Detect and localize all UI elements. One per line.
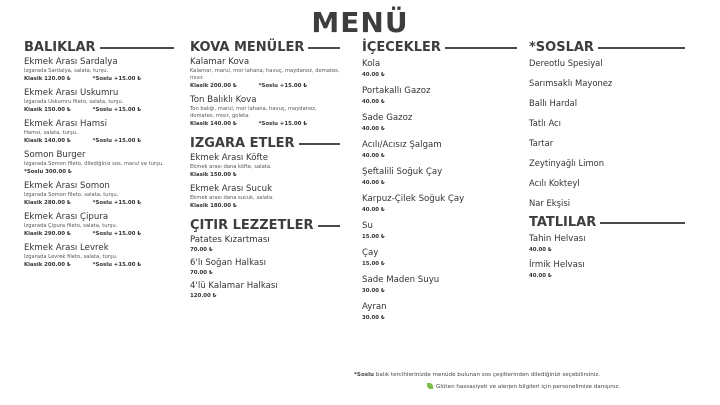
menu-item <box>362 112 517 134</box>
price-classic: Klasik 280.00 ₺ <box>24 200 71 206</box>
price-classic: Klasik 180.00 ₺ <box>190 203 237 209</box>
item-price <box>24 75 174 83</box>
item-name: Sade Gazoz <box>362 113 413 123</box>
menu-item <box>362 85 517 107</box>
item-name: Ekmek Arası Köfte <box>190 153 269 163</box>
sauce-item: Nar Ekşisi <box>529 198 571 208</box>
price-sauce: *Soslu +15.00 ₺ <box>92 231 141 237</box>
item-desc: Izgarada Uskumru fileto, salata, turşu. <box>24 99 124 105</box>
item-name: Kalamar Kova <box>190 57 250 67</box>
item-name: Karpuz-Çilek Soğuk Çay <box>362 194 465 204</box>
item-name: Somon Burger <box>24 150 86 160</box>
item-price: 30.00 ₺ <box>362 315 385 321</box>
item-price: 120.00 ₺ <box>190 293 217 299</box>
menu-item <box>24 119 174 145</box>
item-price <box>24 261 174 269</box>
price-sauce: *Soslu +15.00 ₺ <box>258 83 307 89</box>
price-classic: Klasik 150.00 ₺ <box>190 172 237 178</box>
section-heading: IZGARA ETLER <box>190 136 340 152</box>
menu-item <box>190 281 340 300</box>
price-classic: Klasik 200.00 ₺ <box>24 262 71 268</box>
sauce-item: Tatlı Acı <box>529 118 561 128</box>
sauce-item: Zeytinyağlı Limon <box>529 158 605 168</box>
item-desc: Ekmek arası dana köfte, salata. <box>190 164 272 170</box>
item-name: Ton Balıklı Kova <box>190 95 257 105</box>
sauce-item: Acılı Kokteyl <box>529 178 580 188</box>
item-name: Tahin Helvası <box>529 234 586 244</box>
menu-item <box>362 247 517 269</box>
menu-item <box>362 193 517 215</box>
item-desc: Izgarada Somon fileto, salata, turşu. <box>24 192 119 198</box>
menu-item <box>362 220 517 242</box>
item-desc: Izgarada Levrek fileto, salata, turşu. <box>24 254 118 260</box>
sauce-item: Tartar <box>529 138 554 148</box>
item-name: Ekmek Arası Somon <box>24 181 110 191</box>
item-name: Ekmek Arası Levrek <box>24 243 109 253</box>
menu-item <box>24 57 174 83</box>
item-price: 40.00 ₺ <box>362 207 385 213</box>
section-kova <box>190 40 340 300</box>
item-name: İrmik Helvası <box>529 260 585 270</box>
item-desc: Ton balığı, marul, mor lahana, havuç, maydanoz, domates, mısır, goleta. <box>190 106 317 119</box>
menu-item <box>190 95 340 128</box>
sauce-item: Dereotlu Spesiyal <box>529 58 603 68</box>
item-price: 40.00 ₺ <box>529 273 552 279</box>
item-price <box>24 106 174 114</box>
price-classic: Klasik 140.00 ₺ <box>190 121 237 127</box>
menu-item <box>190 184 340 210</box>
sauce-item: Ballı Hardal <box>529 98 578 108</box>
item-name: 4'lü Kalamar Halkası <box>190 281 278 291</box>
menu-item <box>24 88 174 114</box>
price-classic: Klasik 200.00 ₺ <box>190 83 237 89</box>
item-name: Ekmek Arası Sardalya <box>24 57 118 67</box>
item-name: 6'lı Soğan Halkası <box>190 258 267 268</box>
section-soslar <box>529 40 685 281</box>
item-price: 40.00 ₺ <box>362 99 385 105</box>
item-price: 15.00 ₺ <box>362 234 385 240</box>
item-name: Portakallı Gazoz <box>362 86 431 96</box>
item-name: Ekmek Arası Sucuk <box>190 184 273 194</box>
item-price: 40.00 ₺ <box>362 126 385 132</box>
item-price <box>190 120 340 128</box>
price-classic: Klasik 140.00 ₺ <box>24 138 71 144</box>
price-classic: Klasik 120.00 ₺ <box>24 76 71 82</box>
leaf-icon <box>427 383 433 389</box>
item-price <box>190 202 340 210</box>
price-sauce: *Soslu +15.00 ₺ <box>92 262 141 268</box>
price-classic: Klasik 150.00 ₺ <box>24 107 71 113</box>
item-price: 15.00 ₺ <box>362 261 385 267</box>
section-heading: BALIKLAR <box>24 40 174 56</box>
item-name: Çay <box>362 248 379 258</box>
section-heading: TATLILAR <box>529 215 685 231</box>
section-heading: ÇITIR LEZZETLER <box>190 218 340 234</box>
menu-item <box>362 274 517 296</box>
price-sauce: *Soslu +15.00 ₺ <box>92 138 141 144</box>
item-name: Ekmek Arası Uskumru <box>24 88 119 98</box>
price-sauce: *Soslu +15.00 ₺ <box>92 107 141 113</box>
menu-item <box>190 235 340 254</box>
menu-item <box>190 57 340 90</box>
gluten-note: Glüten hassasiyeti ve alerjen bilgileri için personelimize danışınız. <box>427 383 620 390</box>
menu-item <box>362 166 517 188</box>
item-price: 40.00 ₺ <box>529 247 552 253</box>
item-name: Su <box>362 221 373 231</box>
menu-item <box>362 58 517 80</box>
menu-item <box>190 153 340 179</box>
item-price <box>24 199 174 207</box>
item-price <box>24 230 174 238</box>
item-desc: Izgarada Çipura fileto, salata, turşu. <box>24 223 118 229</box>
sauce-item: Sarımsaklı Mayonez <box>529 78 613 88</box>
page-title: MENÜ <box>311 6 409 39</box>
item-price <box>24 137 174 145</box>
item-name: Acılı/Acısız Şalgam <box>362 140 442 150</box>
menu-item <box>190 258 340 277</box>
item-name: Patates Kızartması <box>190 235 270 245</box>
item-name: Şeftalili Soğuk Çay <box>362 167 443 177</box>
price-classic: Klasik 290.00 ₺ <box>24 231 71 237</box>
section-heading: *SOSLAR <box>529 40 685 56</box>
item-price: 40.00 ₺ <box>362 72 385 78</box>
item-price: 40.00 ₺ <box>362 153 385 159</box>
item-price: 70.00 ₺ <box>190 270 213 276</box>
menu-item <box>24 243 174 269</box>
price-classic: *Soslu 300.00 ₺ <box>24 169 72 175</box>
item-desc: Hamsi, salata, turşu. <box>24 130 78 136</box>
soslu-note: *Soslu balık tercihlerinizde menüde bulunan sos çeşitlerinden dilediğinizi seçebilirsiniz. <box>354 372 601 378</box>
menu-item <box>362 301 517 323</box>
menu-item <box>529 233 685 255</box>
item-desc: Kalamar, marul, mor lahana, havuç, maydanoz, domates, mısır. <box>190 68 340 81</box>
item-desc: Izgarada Sardalya, salata, turşu. <box>24 68 109 74</box>
section-icecekler <box>362 40 517 323</box>
item-price <box>190 82 340 90</box>
item-name: Ekmek Arası Çipura <box>24 212 109 222</box>
item-name: Ayran <box>362 302 387 312</box>
menu-item <box>24 212 174 238</box>
menu-item <box>24 150 174 176</box>
item-price: 30.00 ₺ <box>362 288 385 294</box>
price-sauce: *Soslu +15.00 ₺ <box>92 200 141 206</box>
item-price <box>24 168 174 176</box>
section-heading: İÇECEKLER <box>362 40 517 56</box>
item-price: 40.00 ₺ <box>362 180 385 186</box>
item-name: Sade Maden Suyu <box>362 275 440 285</box>
item-name: Ekmek Arası Hamsi <box>24 119 108 129</box>
price-sauce: *Soslu +15.00 ₺ <box>92 76 141 82</box>
item-name: Kola <box>362 59 381 69</box>
section-baliklar <box>24 40 174 269</box>
item-desc: Ekmek arası dana sucuk, salata. <box>190 195 274 201</box>
menu-item <box>529 259 685 281</box>
price-sauce: *Soslu +15.00 ₺ <box>258 121 307 127</box>
section-heading: KOVA MENÜLER <box>190 40 340 56</box>
item-price <box>190 171 340 179</box>
menu-item <box>24 181 174 207</box>
item-desc: Izgarada Somon fileto, dilediğiniz sos, marul ve turşu. <box>24 161 164 167</box>
menu-item <box>362 139 517 161</box>
item-price: 70.00 ₺ <box>190 247 213 253</box>
